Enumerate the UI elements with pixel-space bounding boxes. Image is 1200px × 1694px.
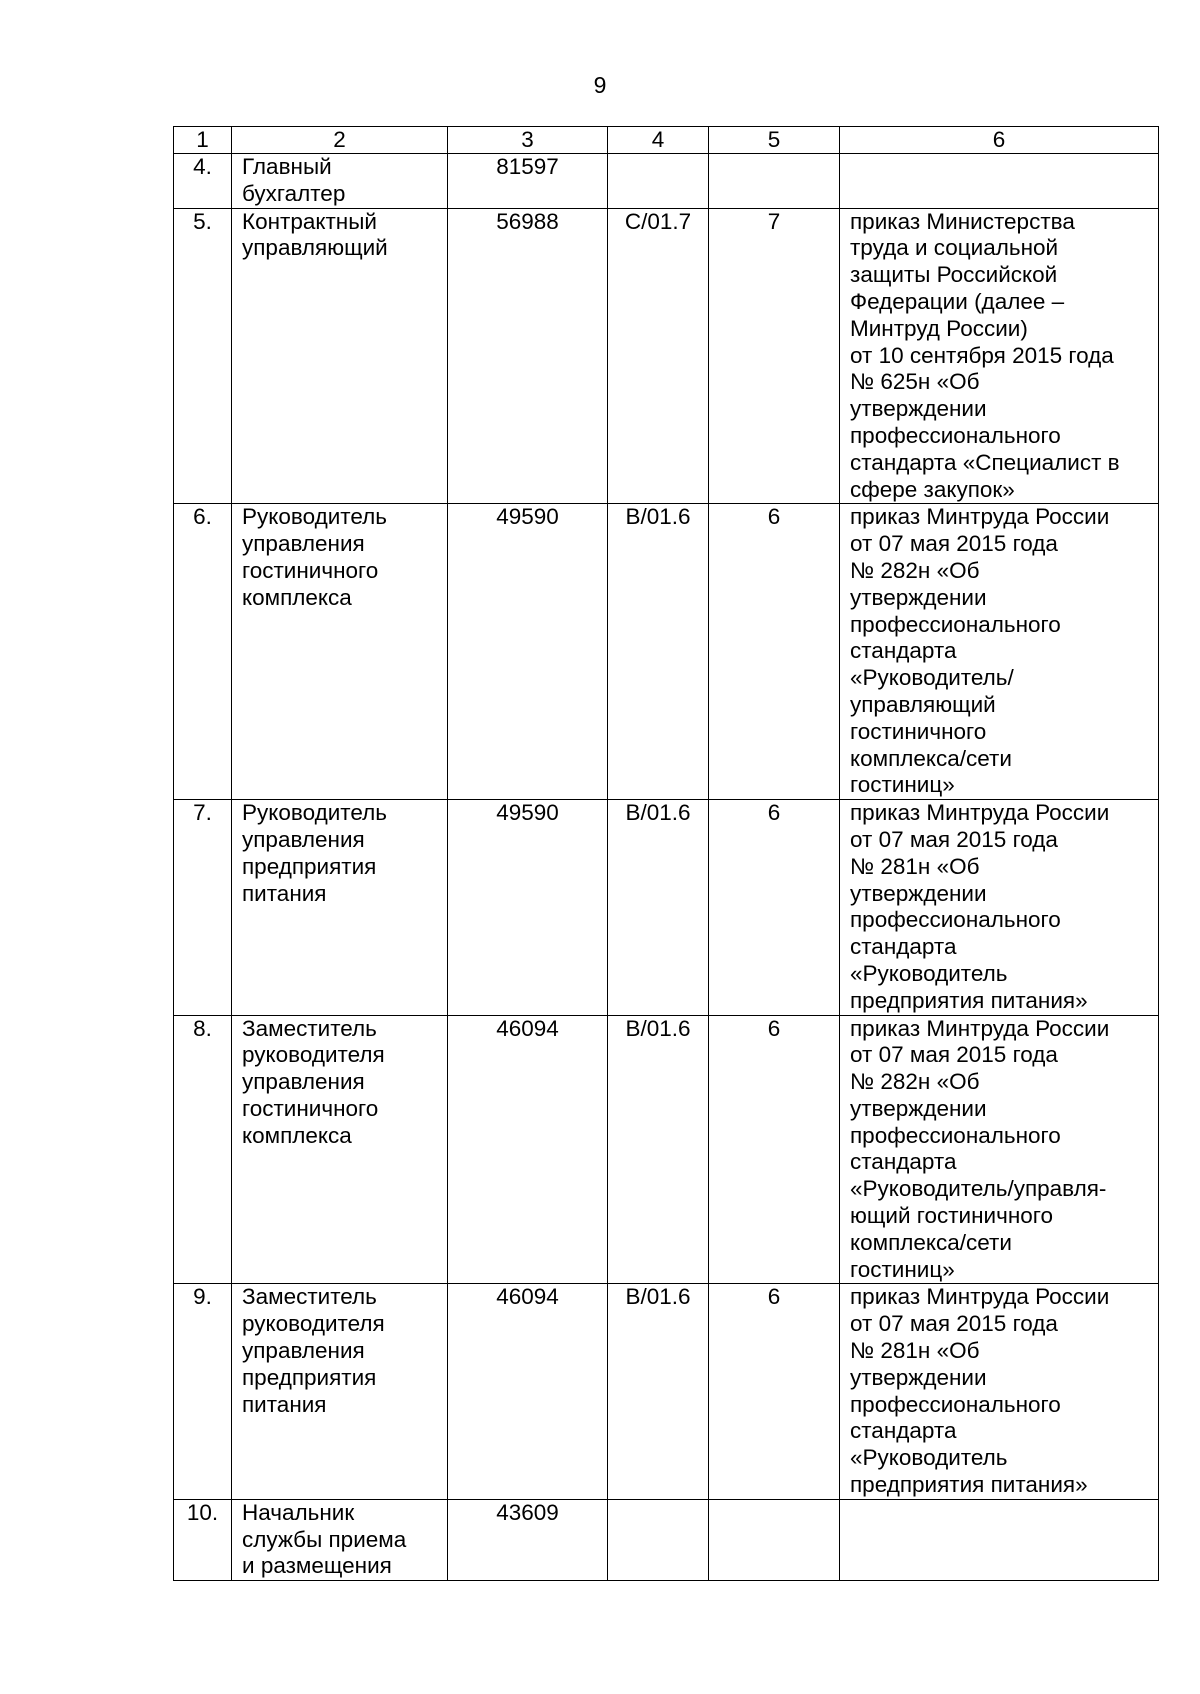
okpdtr-code-cell: 46094 [448,1284,608,1499]
table-row [174,800,1159,1015]
standard-document-cell-line: гостиничного [850,718,987,744]
position-title-cell-line: гостиничного [242,557,379,583]
position-title-cell-line: Заместитель [242,1284,377,1310]
okpdtr-code-cell: 49590 [448,800,608,1015]
okpdtr-code-cell: 49590 [448,504,608,800]
standard-document-cell-line: приказ Минтруда России [850,1015,1110,1041]
position-title-cell-line: Руководитель [242,800,387,826]
row-number-cell: 10. [174,1499,232,1580]
position-title-cell [232,1015,448,1284]
labor-function-cell: В/01.6 [608,1284,709,1499]
standard-document-cell-line: Федерации (далее – [850,288,1065,314]
qualification-level-cell: 6 [709,1015,840,1284]
qualification-level-cell [709,154,840,209]
standard-document-cell-line: гостиниц» [850,772,955,798]
standard-document-cell-line: стандарта [850,934,957,960]
position-title-cell-line: службы приема [242,1526,407,1552]
standard-document-cell-line: утверждении [850,880,987,906]
standard-document-cell-line: защиты Российской [850,262,1058,288]
standard-document-cell-line: от 07 мая 2015 года [850,826,1058,852]
standard-document-cell-line: приказ Министерства [850,208,1075,234]
row-number-cell: 9. [174,1284,232,1499]
standard-document-cell-line: «Руководитель/ [850,665,1014,691]
standard-document-cell-line: № 282н «Об [850,557,980,583]
standard-document-cell-line: приказ Минтруда России [850,800,1110,826]
standard-document-cell-line: «Руководитель/управля- [850,1176,1107,1202]
standard-document-cell-line: от 10 сентября 2015 года [850,342,1114,368]
position-title-cell-line: управления [242,826,365,852]
standard-document-cell [840,800,1159,1015]
header-cell: 6 [840,127,1159,154]
position-title-cell-line: и размещения [242,1553,392,1579]
standard-document-cell-line: Минтруд России) [850,315,1028,341]
qualification-level-cell [709,1499,840,1580]
row-number-cell: 7. [174,800,232,1015]
standard-document-cell-line: ющий гостиничного [850,1203,1054,1229]
position-title-cell [232,1499,448,1580]
header-cell: 4 [608,127,709,154]
position-title-cell [232,800,448,1015]
standard-document-cell-line: управляющий [850,691,996,717]
position-title-cell-line: питания [242,880,327,906]
standard-document-cell-line: труда и социальной [850,235,1059,261]
qualification-level-cell: 6 [709,800,840,1015]
row-number-cell: 4. [174,154,232,209]
standard-document-cell-line: от 07 мая 2015 года [850,531,1058,557]
position-title-cell-line: Контрактный [242,208,377,234]
standard-document-cell-line: профессионального [850,422,1061,448]
position-title-cell-line: Главный [242,154,332,179]
standard-document-cell-line: сфере закупок» [850,476,1015,502]
position-title-cell-line: управляющий [242,235,388,261]
position-title-cell [232,504,448,800]
standard-document-cell [840,504,1159,800]
qualification-level-cell: 7 [709,208,840,504]
standard-document-cell-line: профессионального [850,1391,1061,1417]
labor-function-cell: В/01.6 [608,504,709,800]
position-title-cell-line: гостиничного [242,1095,379,1121]
labor-function-cell: С/01.7 [608,208,709,504]
standard-document-cell [840,1499,1159,1580]
position-title-cell-line: руководителя [242,1311,385,1337]
position-title-cell-line: предприятия [242,1364,377,1390]
position-title-cell-line: управления [242,1069,365,1095]
standard-document-cell-line: комплекса/сети [850,745,1012,771]
okpdtr-code-cell: 46094 [448,1015,608,1284]
okpdtr-code-cell: 43609 [448,1499,608,1580]
standard-document-cell [840,154,1159,209]
position-title-cell-line: Руководитель [242,504,387,530]
qualification-level-cell: 6 [709,504,840,800]
standard-document-cell-line: стандарта «Специалист в [850,449,1120,475]
position-title-cell-line: руководителя [242,1042,385,1068]
standard-document-cell-line: профессионального [850,611,1061,637]
row-number-cell: 6. [174,504,232,800]
standard-document-cell-line: стандарта [850,638,957,664]
table-row [174,154,1159,209]
row-number-cell: 8. [174,1015,232,1284]
standard-document-cell-line: № 282н «Об [850,1069,980,1095]
qualification-level-cell: 6 [709,1284,840,1499]
table-row [174,208,1159,504]
position-title-cell-line: питания [242,1391,327,1417]
standard-document-cell-line: № 625н «Об [850,369,980,395]
standard-document-cell-line: от 07 мая 2015 года [850,1042,1058,1068]
standard-document-cell [840,1015,1159,1284]
page-number: 9 [593,72,607,98]
standard-document-cell-line: утверждении [850,396,987,422]
labor-function-cell: В/01.6 [608,1015,709,1284]
row-number-cell: 5. [174,208,232,504]
okpdtr-code-cell: 56988 [448,208,608,504]
position-title-cell-line: Заместитель [242,1015,377,1041]
header-cell: 5 [709,127,840,154]
table-row [174,1284,1159,1499]
standard-document-cell-line: гостиниц» [850,1256,955,1282]
standard-document-cell-line: приказ Минтруда России [850,1284,1110,1310]
standard-document-cell-line: приказ Минтруда России [850,504,1110,530]
standard-document-cell-line: № 281н «Об [850,853,980,879]
labor-function-cell: В/01.6 [608,800,709,1015]
standard-document-cell-line: стандарта [850,1149,957,1175]
standard-document-cell-line: предприятия питания» [850,1472,1088,1498]
labor-function-cell [608,154,709,209]
standard-document-cell-line: «Руководитель [850,1445,1008,1471]
standard-document-cell [840,1284,1159,1499]
position-title-cell [232,208,448,504]
standard-document-cell-line: утверждении [850,1095,987,1121]
standard-document-cell-line: стандарта [850,1418,957,1444]
position-title-cell-line: управления [242,531,365,557]
standard-document-cell-line: «Руководитель [850,960,1008,986]
position-title-cell-line: бухгалтер [242,180,346,206]
position-title-cell-line: предприятия [242,853,377,879]
table-row [174,1015,1159,1284]
table-row [174,504,1159,800]
standard-document-cell-line: утверждении [850,584,987,610]
positions-table [173,126,1159,1581]
position-title-cell [232,154,448,209]
header-cell: 3 [448,127,608,154]
position-title-cell-line: управления [242,1338,365,1364]
table-row [174,1499,1159,1580]
position-title-cell-line: комплекса [242,1122,352,1148]
header-cell: 2 [232,127,448,154]
standard-document-cell-line: предприятия питания» [850,987,1088,1013]
position-title-cell-line: Начальник [242,1499,355,1525]
standard-document-cell-line: профессионального [850,907,1061,933]
labor-function-cell [608,1499,709,1580]
standard-document-cell-line: от 07 мая 2015 года [850,1311,1058,1337]
standard-document-cell [840,208,1159,504]
position-title-cell [232,1284,448,1499]
standard-document-cell-line: профессионального [850,1122,1061,1148]
standard-document-cell-line: № 281н «Об [850,1338,980,1364]
header-cell: 1 [174,127,232,154]
okpdtr-code-cell: 81597 [448,154,608,209]
position-title-cell-line: комплекса [242,584,352,610]
table-header-row [174,127,1159,154]
standard-document-cell-line: утверждении [850,1364,987,1390]
standard-document-cell-line: комплекса/сети [850,1229,1012,1255]
